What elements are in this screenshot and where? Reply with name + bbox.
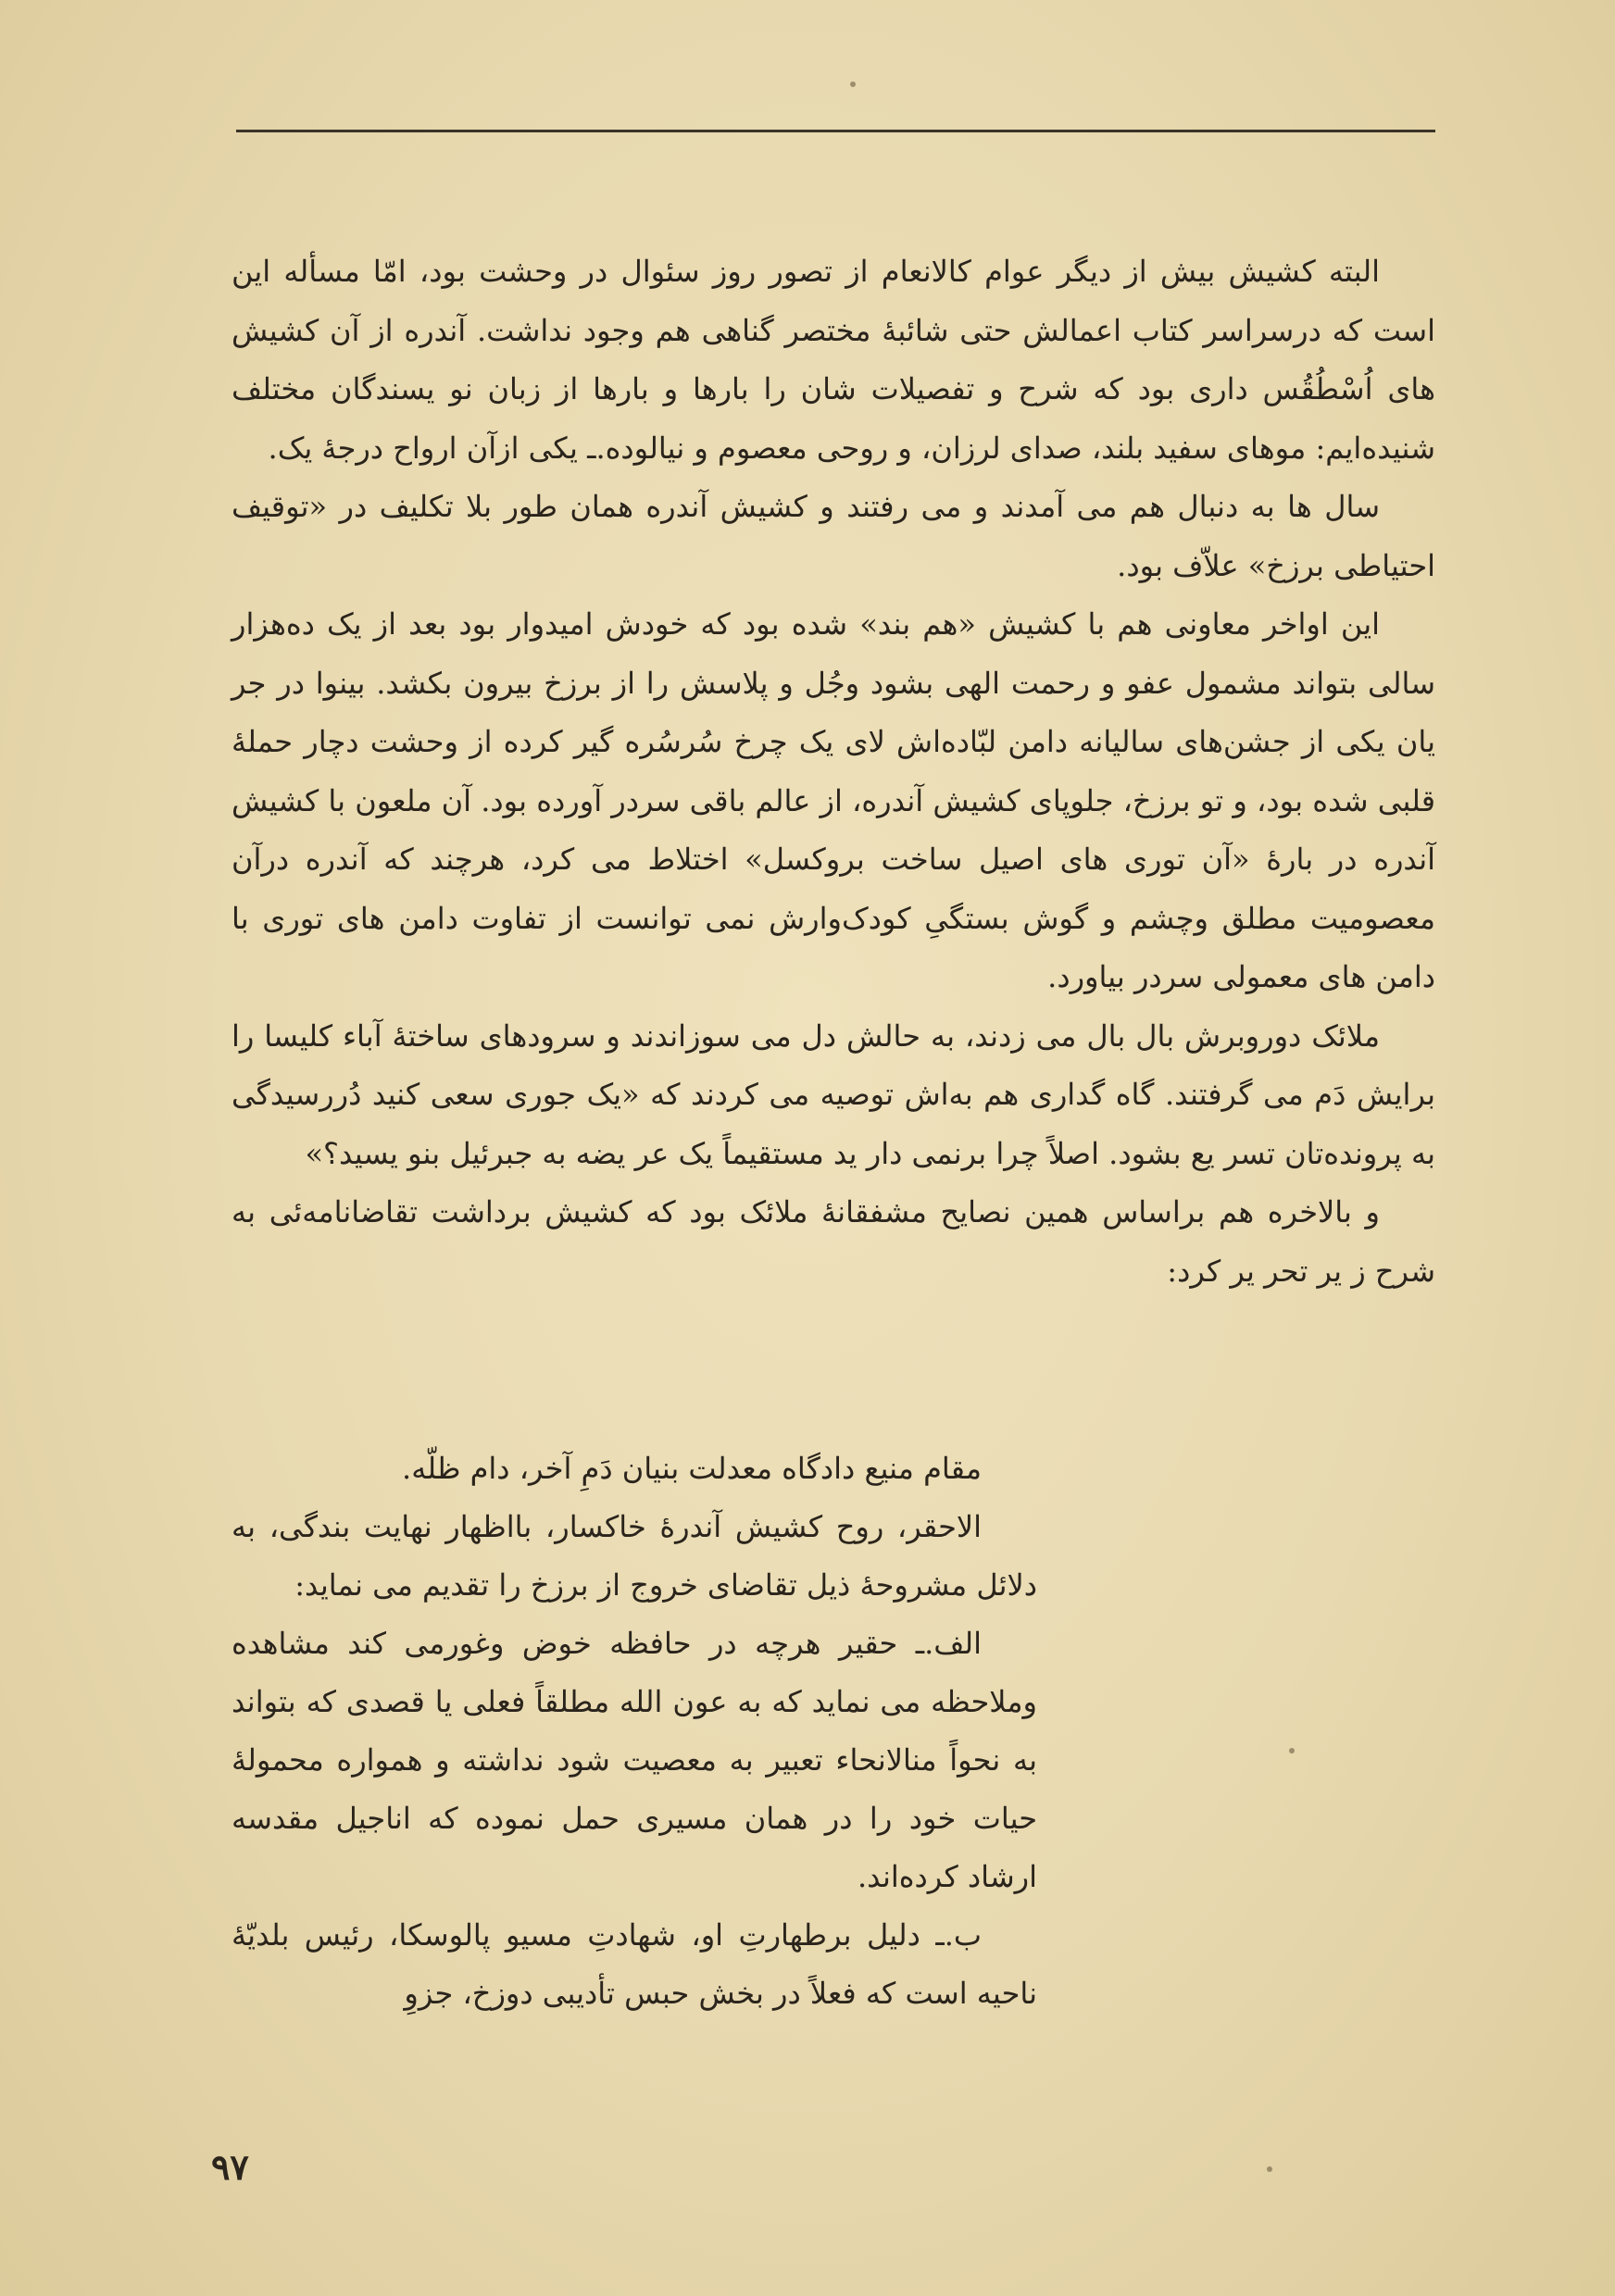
page-number: ۹۷ (211, 2146, 249, 2188)
speck (1289, 1748, 1295, 1753)
paragraph: سال ها به دنبال هم می آمدند و می رفتند و کشیش آندره همان طور بلا تکلیف در «توقیف احتیاطی برزخ» علاّف بود. (232, 489, 1435, 583)
speck (1267, 2166, 1272, 2172)
paragraph: و بالاخره هم براساس همین نصایح مشفقانهٔ ملائک بود که کشیش برداشت تقاضانامه‌ئی به شرح ز یر تحر یر کرد: (232, 1194, 1435, 1289)
paragraph: البته کشیش بیش از دیگر عوام کالانعام از تصور روز سئوال در وحشت بود، امّا مسأله این است که درسراسر کتاب اعمالش حتی شائبهٔ مختصر گناهی هم وجود نداشت. آندره از آن کشیش های اُسْطُقُس داری بود که شرح و تفصیلات شان را بارها و بارها از زبان نو یسندگان مختلف شنیده‌ایم: موهای سفید بلند، صدای لرزان، و روحی معصوم و نیالوده.ـ یکی ازآن ارواح درجهٔ یک. (232, 254, 1436, 466)
speck (850, 81, 856, 87)
petition-letter (232, 1440, 1037, 2023)
letter-salutation: مقام منیع دادگاه معدلت بنیان دَمِ آخر، دام ظلّه. (402, 1451, 982, 1486)
letter-item: الف.ـ حقیر هرچه در حافظه خوض وغورمی کند مشاهده وملاحظه می نماید که به عون الله مطلقاً فعلی یا قصدی که بتواند به نحواً منالانحاء تعبیر به معصیت شود نداشته و همواره محمولهٔ حیات خود را در همان مسیری حمل نموده که اناجیل مقدسه ارشاد کرده‌اند. (232, 1626, 1038, 1894)
paragraph: این اواخر معاونی هم با کشیش «هم بند» شده بود که خودش امیدوار بود بعد از یک ده‌هزار سالی بتواند مشمول عفو و رحمت الهی بشود وجُل و پلاسش را از برزخ بیرون بکشد. بینوا در جر یان یکی از جشن‌های سالیانه دامن لبّاده‌اش لای یک چرخ سُرسُره گیر کرده از وحشت دچار حملهٔ قلبی شده بود، و تو برزخ، جلوپای کشیش آندره، از عالم باقی سردر آورده بود. آن ملعون با کشیش آندره در بارهٔ «آن توری های اصیل ساخت بروکسل» اختلاط می کرد، هرچند که آندره درآن معصومیت مطلق وچشم و گوش بستگیِ کودک‌وارش نمی توانست از تفاوت دامن های توری با دامن های معمولی سردر بیاورد. (232, 606, 1435, 994)
top-rule (236, 130, 1435, 132)
letter-item: ب.ـ دلیل برطهارتِ او، شهادتِ مسیو پالوسکا، رئیس بلدیّهٔ ناحیه است که فعلاً در بخش حبس تأدیبی دوزخ، جزوِ (232, 1917, 1037, 2011)
letter-intro: الاحقر، روح کشیش آندرهٔ خاکسار، بااظهار نهایت بندگی، به دلائل مشروحهٔ ذیل تقاضای خروج از برزخ را تقدیم می نماید: (232, 1509, 1037, 1603)
paragraph: ملائک دوروبرش بال بال می زدند، به حالش دل می سوزاندند و سرودهای ساختهٔ آباء کلیسا را برایش دَم می گرفتند. گاه گداری هم به‌اش توصیه می کردند که «یک جوری سعی کنید دُررسیدگی به پرونده‌تان تسر یع بشود. اصلاً چرا برنمی دار ید مستقیماً یک عر یضه به جبرئیل بنو یسید؟» (232, 1017, 1435, 1171)
main-text (232, 243, 1435, 1301)
